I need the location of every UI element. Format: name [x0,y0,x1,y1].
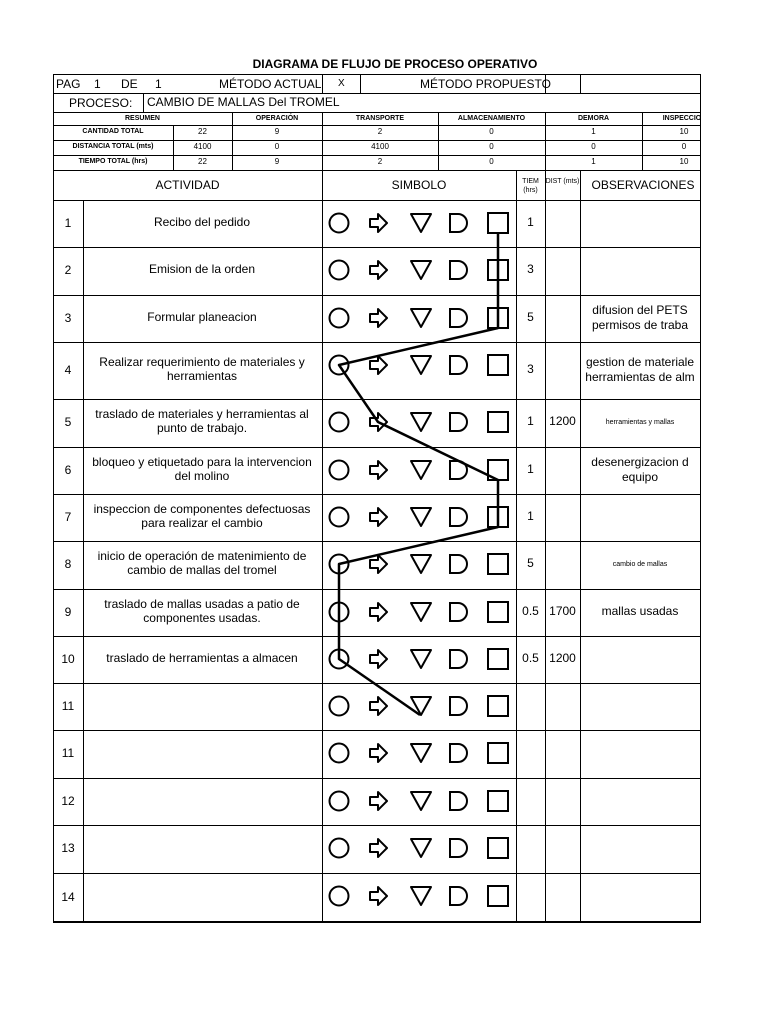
time-value: 0.5 [522,603,539,618]
delay-icon [450,309,467,327]
circle-icon [330,461,349,480]
circle-icon [330,744,349,763]
activity-text: inicio de operación de matenimiento de cambio de mallas del tromel [97,549,307,577]
row-number: 14 [61,889,75,904]
circle-icon [330,697,349,716]
delay-icon [450,887,467,905]
row-number: 8 [64,557,72,571]
summary-value: 10 [679,157,689,166]
arrow-icon [370,744,387,762]
observation-text: desenergizacion d equipo [591,454,689,484]
circle-icon [330,508,349,527]
summary-value: 0 [274,142,280,151]
page-title: DIAGRAMA DE FLUJO DE PROCESO OPERATIVO [252,57,538,71]
summary-total: 4100 [193,142,212,151]
triangle-icon [411,508,431,526]
activity-text: traslado de mallas usadas a patio de componentes usadas. [104,596,300,625]
summary-row-label: DISTANCIA TOTAL (mts) [72,143,154,150]
delay-icon [450,650,467,668]
col-header-simbolo: SIMBOLO [391,178,447,192]
distance-value: 1700 [549,603,576,618]
time-value: 3 [527,361,534,376]
row-number: 9 [64,604,72,619]
observation-text: mallas usadas [601,604,679,618]
time-value: 1 [527,414,534,428]
arrow-icon [370,697,387,715]
col-header-observaciones: OBSERVACIONES [591,178,695,192]
triangle-icon [411,603,431,621]
summary-value: 0 [591,142,596,151]
square-icon [488,554,508,574]
summary-value: 0 [681,142,687,151]
arrow-icon [370,508,387,526]
summary-row-label: CANTIDAD TOTAL [82,128,144,135]
circle-icon [330,792,349,811]
row-number: 1 [64,215,72,230]
delay-icon [450,697,467,715]
triangle-icon [411,887,431,905]
summary-value: 0 [489,142,494,151]
triangle-icon [411,555,431,573]
delay-icon [450,744,467,762]
square-icon [488,743,508,763]
activity-text: inspeccion de componentes defectuosas para realizar el cambio [93,501,311,530]
summary-row-label: TIEMPO TOTAL (hrs) [78,158,148,165]
delay-icon [450,555,467,573]
time-value: 1 [527,461,534,476]
triangle-icon [411,839,431,857]
summary-value: 0 [489,127,494,136]
arrow-icon [370,309,387,327]
de-number: 1 [155,77,162,91]
activity-text: traslado de herramientas a almacen [106,650,298,665]
metodo-actual-mark: X [338,78,345,89]
arrow-icon [370,603,387,621]
summary-value: 0 [489,157,494,166]
summary-header: INSPECCIO [662,115,702,122]
summary-total: 22 [198,127,207,136]
triangle-icon [411,744,431,762]
row-number: 7 [64,509,72,524]
time-value: 5 [527,556,534,570]
de-label: DE [121,77,138,91]
time-value: 0.5 [522,650,539,665]
delay-icon [450,508,467,526]
activity-text: Emision de la orden [148,262,256,276]
observation-text: herramientas y mallas [605,418,675,426]
circle-icon [330,413,349,432]
arrow-icon [370,214,387,232]
summary-value: 4100 [371,142,389,151]
time-value: 1 [527,214,534,229]
square-icon [488,886,508,906]
summary-value: 9 [274,157,280,166]
observation-text: gestion de materiale herramientas de alm [585,354,695,384]
activity-text: Realizar requerimiento de materiales y herramientas [99,354,305,383]
summary-value: 1 [591,127,596,136]
activity-text: traslado de materiales y herramientas al punto de trabajo. [95,407,309,435]
proceso-value: CAMBIO DE MALLAS Del TROMEL [147,95,340,109]
triangle-icon [411,309,431,327]
triangle-icon [411,214,431,232]
proceso-label: PROCESO: [69,96,133,110]
arrow-icon [370,461,387,479]
metodo-actual-label: MÉTODO ACTUAL [219,77,322,91]
summary-header: TRANSPORTE [355,115,405,122]
row-number: 2 [64,263,72,277]
row-number: 13 [61,841,75,855]
triangle-icon [411,461,431,479]
pag-label: PAG [56,77,81,91]
arrow-icon [370,792,387,810]
square-icon [488,355,508,375]
row-number: 11 [61,746,75,760]
triangle-icon [411,413,431,431]
delay-icon [450,214,467,232]
activity-text: bloqueo y etiquetado para la intervencion del molino [92,454,312,483]
square-icon [488,412,508,432]
arrow-icon [370,650,387,668]
observation-text: difusion del PETS permisos de traba [591,302,689,332]
circle-icon [330,214,349,233]
square-icon [488,213,508,233]
triangle-icon [411,792,431,810]
time-value: 3 [527,262,534,276]
square-icon [488,838,508,858]
summary-total: 22 [198,157,207,166]
delay-icon [450,839,467,857]
observation-text: cambio de mallas [612,560,668,568]
arrow-icon [370,261,387,279]
circle-icon [330,309,349,328]
square-icon [488,791,508,811]
time-value: 1 [527,508,534,523]
summary-value: 1 [591,157,596,166]
summary-header: DEMORA [577,115,610,122]
circle-icon [330,887,349,906]
row-number: 12 [61,793,75,808]
summary-value: 9 [274,127,280,136]
summary-value: 2 [377,157,383,166]
row-number: 3 [64,310,72,325]
col-header-distancia: DIST (mts) [545,178,580,185]
row-number: 6 [64,462,72,477]
circle-icon [330,839,349,858]
summary-header: ALMACENAMIENTO [457,115,526,122]
row-number: 4 [64,362,72,377]
row-number: 10 [61,651,75,666]
delay-icon [450,603,467,621]
delay-icon [450,792,467,810]
row-number: 11 [61,698,75,713]
col-header-actividad: ACTIVIDAD [155,178,220,192]
activity-text: Recibo del pedido [153,214,251,229]
time-value: 5 [527,309,534,324]
distance-value: 1200 [549,650,576,665]
summary-header: OPERACIÓN [255,115,299,122]
arrow-icon [370,839,387,857]
distance-value: 1200 [549,414,576,428]
row-number: 5 [64,415,72,429]
metodo-propuesto-label: MÉTODO PROPUESTO [420,77,551,91]
delay-icon [450,413,467,431]
square-icon [488,696,508,716]
triangle-icon [411,261,431,279]
pag-number: 1 [94,77,101,91]
summary-value: 2 [377,127,383,136]
square-icon [488,602,508,622]
circle-icon [330,261,349,280]
arrow-icon [370,356,387,374]
arrow-icon [370,555,387,573]
square-icon [488,649,508,669]
delay-icon [450,356,467,374]
delay-icon [450,261,467,279]
activity-text: Formular planeacion [147,309,257,324]
triangle-icon [411,356,431,374]
summary-value: 10 [679,127,689,136]
col-header-tiempo: TIEM (hrs) [522,178,539,194]
summary-header: RESUMEN [124,115,160,122]
arrow-icon [370,887,387,905]
triangle-icon [411,650,431,668]
